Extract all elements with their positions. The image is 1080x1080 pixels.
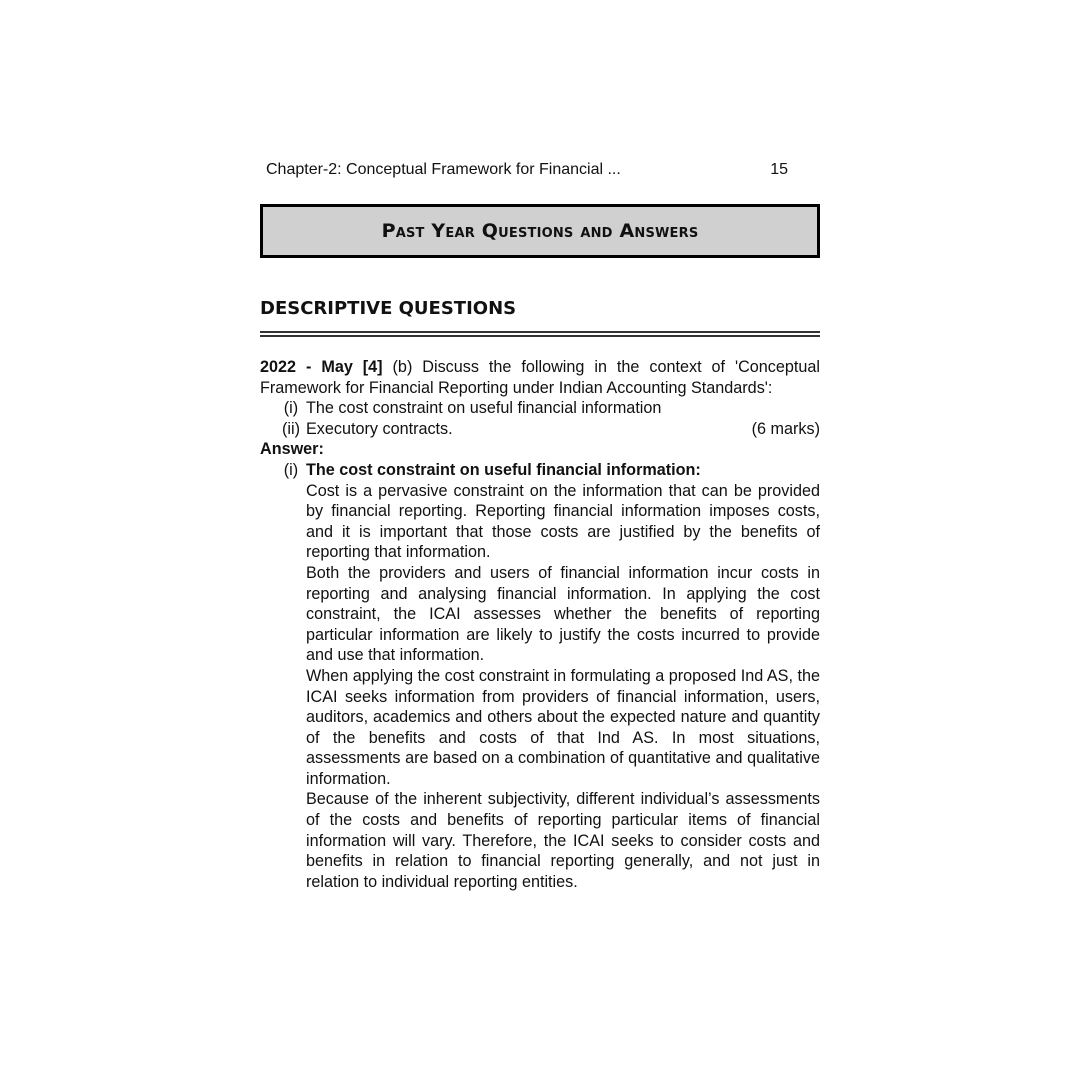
question-item (260, 398, 820, 419)
double-rule-top (260, 331, 820, 333)
answer-item (260, 460, 820, 481)
question-item (260, 419, 820, 440)
section-heading: DESCRIPTIVE QUESTIONS (260, 298, 517, 319)
question-item-text: The cost constraint on useful financial information (306, 399, 662, 418)
double-rule-bottom (260, 335, 820, 337)
answer-item-number: (i) (283, 460, 299, 479)
chapter-title: Chapter-2: Conceptual Framework for Financial ... (266, 161, 621, 178)
document-page (260, 0, 820, 1080)
answer-paragraph: When applying the cost constraint in formulating a proposed Ind AS, the ICAI seeks information from providers of financial information, users, auditors, academics and others about the expected nature and quantity of the benefits and costs of that Ind AS. In most situations, assessments are based on a combination of quantitative and qualitative information. (306, 666, 820, 788)
banner-title: Past Year Questions and Answers (381, 220, 699, 242)
answer-paragraph: Because of the inherent subjectivity, different individual’s assessments of the costs and benefits of reporting particular items of financial information will vary. Therefore, the ICAI seeks to consider costs and benefits in relation to financial reporting generally, and not just in relation to individual reporting entities. (306, 790, 820, 891)
content-body (260, 357, 820, 892)
answer-item-title: The cost constraint on useful financial information: (306, 460, 701, 479)
page-number: 15 (770, 161, 788, 178)
answer-paragraph: Cost is a pervasive constraint on the information that can be provided by financial reporting. Reporting financial information imposes costs, and it is important that those costs are justified by the benefits of reporting that information. (306, 481, 820, 562)
question-item-marks: (6 marks) (751, 419, 820, 438)
question-item-number: (ii) (282, 419, 300, 438)
answer-body (260, 481, 820, 893)
question-tag: 2022 - May [4] (260, 358, 383, 376)
answer-paragraph: Both the providers and users of financial information incur costs in reporting and analysing financial information. In applying the cost constraint, the ICAI assesses whether the benefits of reporting particular information are likely to justify the costs incurred to provide and use that information. (306, 563, 820, 665)
answer-label: Answer: (260, 440, 324, 459)
running-head (266, 161, 788, 179)
question-item-number: (i) (283, 399, 299, 418)
section-banner (260, 204, 820, 258)
question-item-text: Executory contracts. (306, 419, 453, 438)
question-text (260, 357, 820, 398)
question-prompt: (b) Discuss the following in the context of 'Conceptual Framework for Financial Reporting under Indian Accounting Standards': (260, 358, 820, 397)
